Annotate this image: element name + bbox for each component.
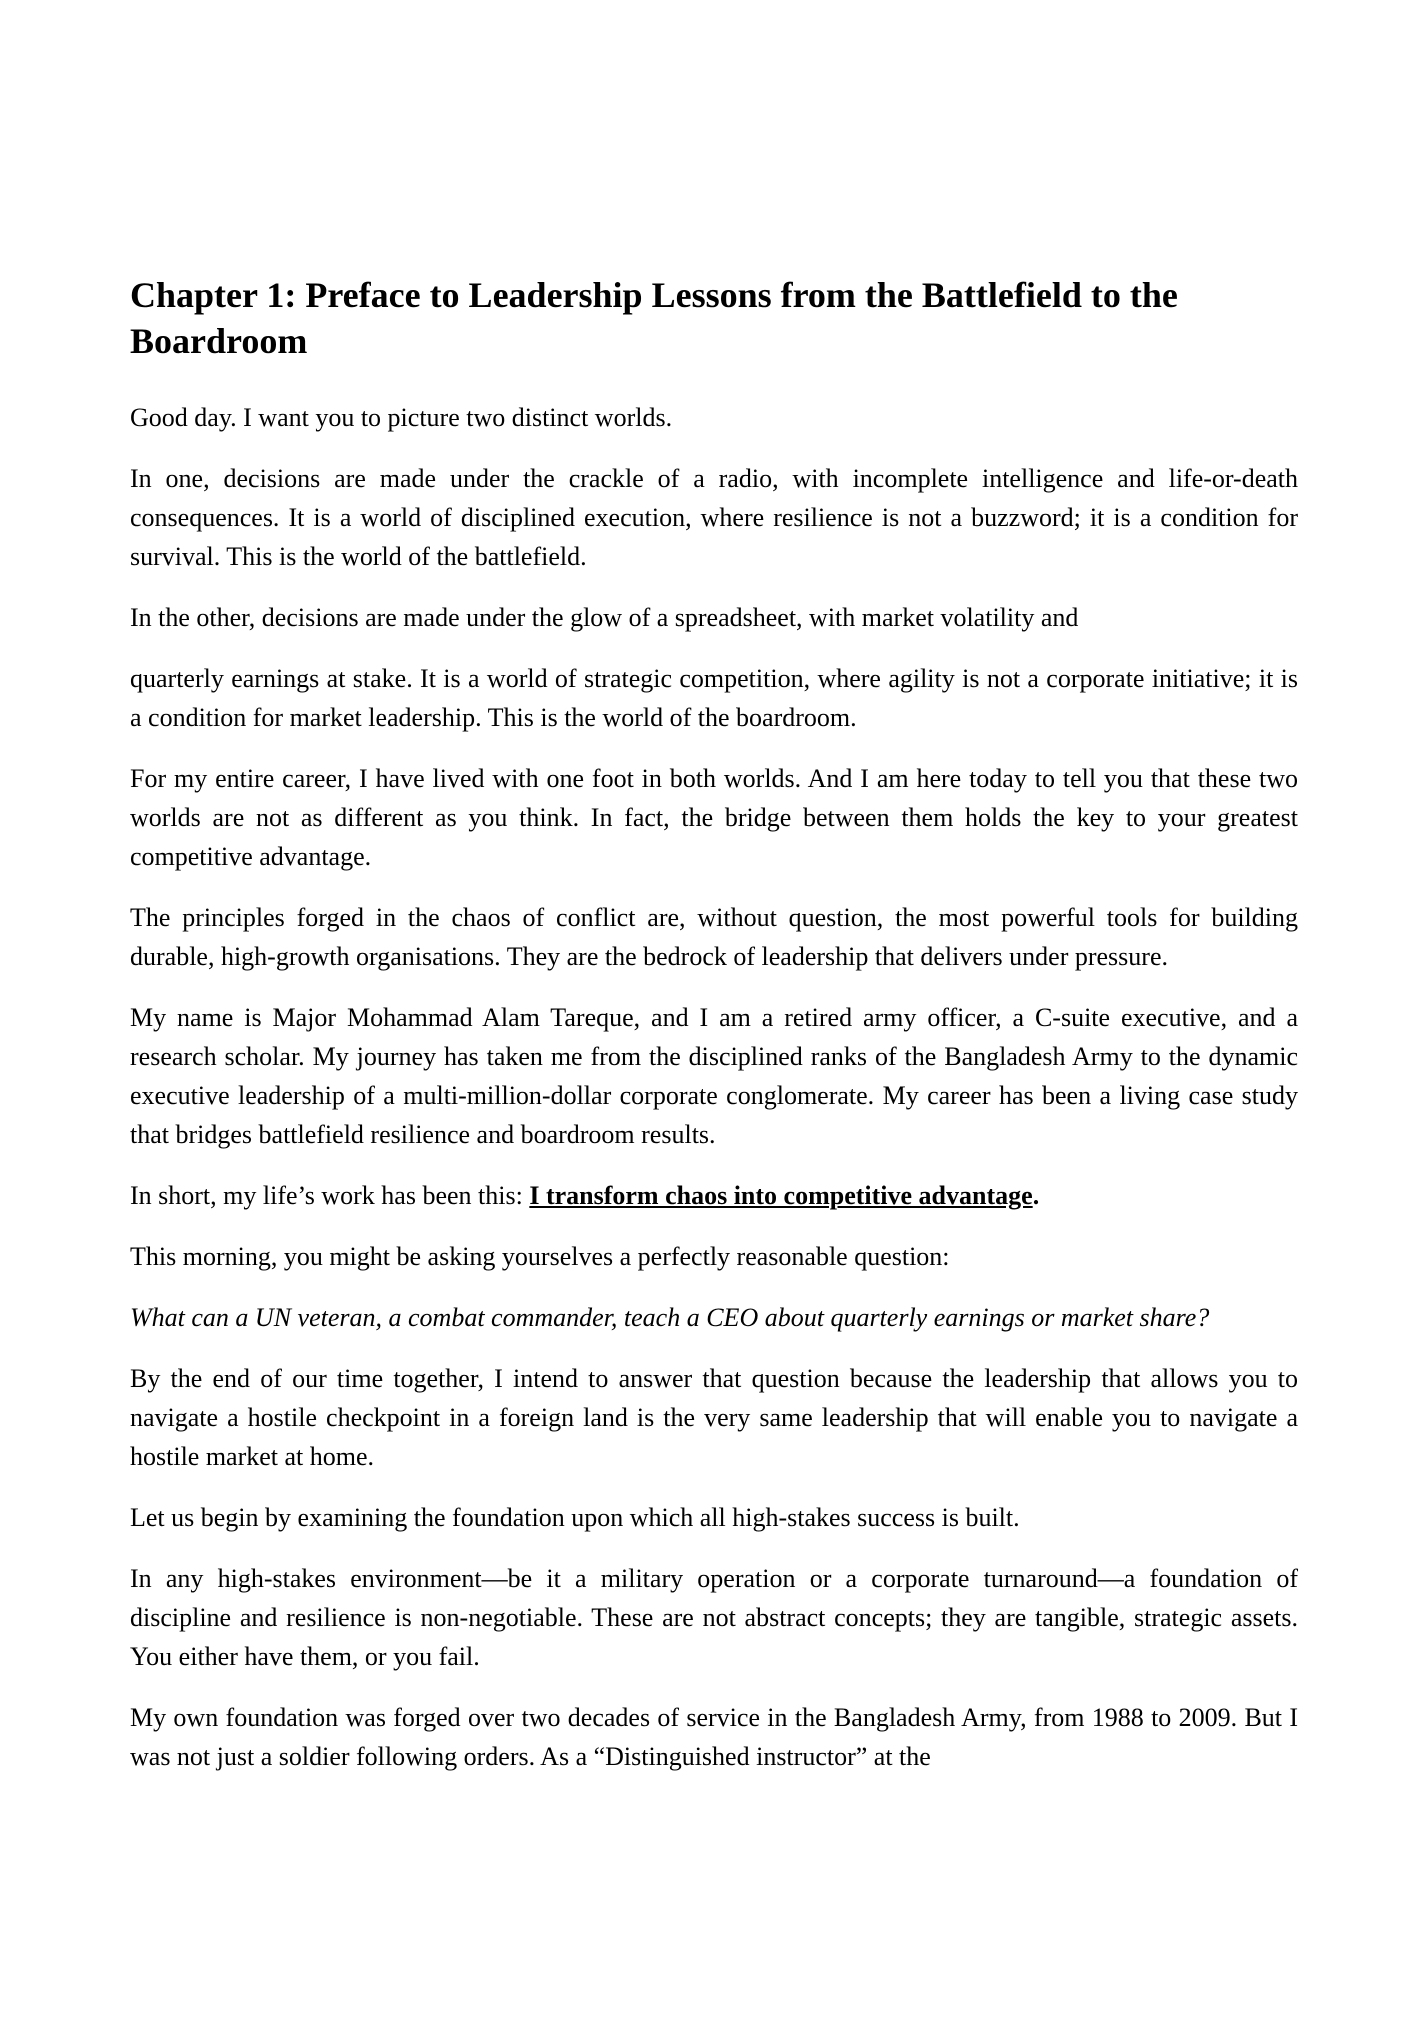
- paragraph-intro: Good day. I want you to picture two distinct worlds.: [130, 403, 673, 433]
- paragraph-life-work-statement: [130, 1176, 1298, 1215]
- paragraph-principles: The principles forged in the chaos of conflict are, without question, the most powerful tools for building durable, high-growth organisations. They are the bedrock of leadership that delivers under pressure.: [130, 903, 1298, 972]
- paragraph-boardroom-world-body: quarterly earnings at stake. It is a world of strategic competition, where agility is not a corporate initiative; it is a condition for market leadership. This is the world of the boardroom.: [130, 664, 1298, 733]
- statement-prefix-text: In short, my life’s work has been this:: [130, 1181, 530, 1211]
- paragraph-two-worlds-bridge: For my entire career, I have lived with one foot in both worlds. And I am here today to tell you that these two worlds are not as different as you think. In fact, the bridge between them holds the key to your greatest competitive advantage.: [130, 764, 1298, 872]
- paragraph-high-stakes-environment: In any high-stakes environment—be it a military operation or a corporate turnaround—a foundation of discipline and resilience is non-negotiable. These are not abstract concepts; they are tangible, strategic assets. You either have them, or you fail.: [130, 1564, 1298, 1672]
- paragraph-foundation-lead: Let us begin by examining the foundation upon which all high-stakes success is built.: [130, 1503, 1020, 1533]
- statement-emphasis-text: I transform chaos into competitive advantage: [529, 1181, 1033, 1211]
- paragraph-question-setup: This morning, you might be asking yourselves a perfectly reasonable question:: [130, 1242, 950, 1272]
- chapter-title: Chapter 1: Preface to Leadership Lessons from the Battlefield to the Boardroom: [130, 275, 1178, 362]
- paragraph-answer-promise: By the end of our time together, I intend to answer that question because the leadership that allows you to navigate a hostile checkpoint in a foreign land is the very same leadership that will enable you to navigate a hostile market at home.: [130, 1364, 1298, 1472]
- paragraph-own-foundation: My own foundation was forged over two decades of service in the Bangladesh Army, from 1988 to 2009. But I was not just a soldier following orders. As a “Distinguished instructor” at the: [130, 1703, 1298, 1772]
- paragraph-battlefield-world: In one, decisions are made under the crackle of a radio, with incomplete intelligence and life-or-death consequences. It is a world of disciplined execution, where resilience is not a buzzword; it is a condition for survival. This is the world of the battlefield.: [130, 464, 1298, 572]
- paragraph-author-bio: My name is Major Mohammad Alam Tareque, and I am a retired army officer, a C-suite executive, and a research scholar. My journey has taken me from the disciplined ranks of the Bangladesh Army to the dynamic executive leadership of a multi-million-dollar corporate conglomerate. My career has been a living case study that bridges battlefield resilience and boardroom results.: [130, 1003, 1298, 1150]
- paragraph-boardroom-world-lead: In the other, decisions are made under the glow of a spreadsheet, with market volatility and: [130, 603, 1079, 633]
- statement-suffix-text: .: [1032, 1181, 1040, 1211]
- paragraph-rhetorical-question: What can a UN veteran, a combat commander, teach a CEO about quarterly earnings or market share?: [130, 1303, 1210, 1333]
